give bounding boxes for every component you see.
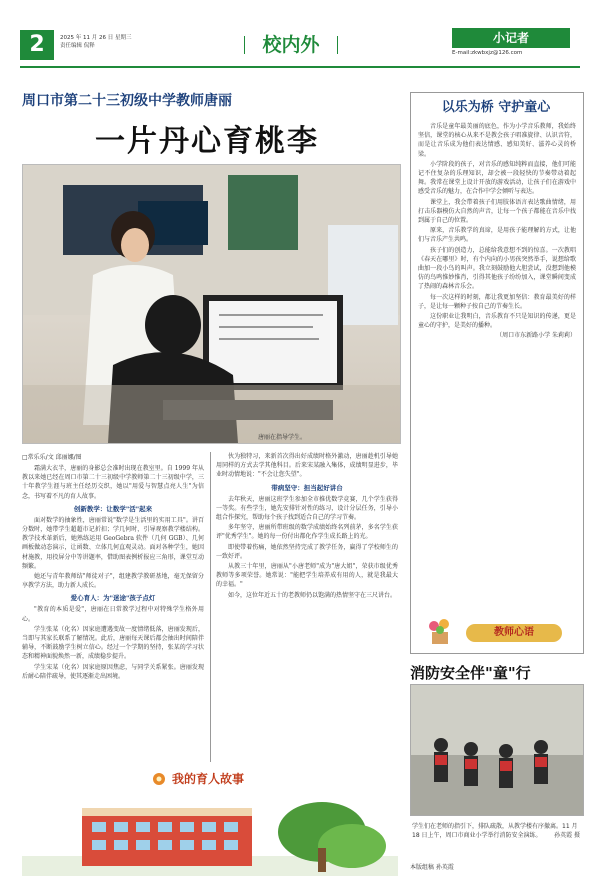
paragraph: 伙为独特习，来新首次得出好成绩时格外激动，唐丽趁机引导她用同样的方式去学其他科目。后来宋某融入集体，成绩明显进步，毕业时动情地说："不会让您失望"。 bbox=[216, 453, 398, 479]
paragraph: 学生张某（化名）因家庭遭遇变故一度情绪低落，唐丽发现后，当即与其家长联系了解情况。此后，唐丽每天课后都会抽出时间陪伴辅导，不断鼓励学生树立信心。经过一个学期的坚持，张某的学习状态和精神面貌焕然一新，成绩稳步提升。 bbox=[22, 625, 204, 661]
classroom-illustration bbox=[23, 165, 400, 443]
paragraph: 即使带着伤痛，她依然坚持完成了教学任务，赢得了学校师生的一致好评。 bbox=[216, 543, 398, 560]
teacher-voice-banner: 教师心语 bbox=[466, 624, 562, 642]
sidebar-article-title: 以乐为桥 守护童心 bbox=[441, 100, 551, 115]
school-building-illustration bbox=[22, 796, 398, 876]
article-column-2 bbox=[216, 452, 398, 762]
paragraph: 去年秋天，唐丽这班学生参加全市推优数学竞赛，几个学生获得一等奖。有些学生，她先安排针对性的练习，设计分层任务，引导小组合作探究，帮助每个孩子找到适合自己的学习节奏。 bbox=[216, 495, 398, 522]
subheading: 带病坚守：担当起好讲台 bbox=[271, 483, 343, 492]
contact-email: E-mail:zkwbxjz@126.com bbox=[452, 50, 523, 56]
fire-caption-text: 学生们在老师的指引下，排队疏散，从教学楼有序撤离。11 月 18 日上午，周口市商业小学举行消防安全演练。 bbox=[412, 823, 578, 839]
paragraph: 孩子们的创造力，总能给我意想不到的惊喜。一次教唱《春天在哪里》时，有个内向的小男孩突然举手，说想给歌曲加一段小鸟的叫声。我立刻鼓励他大胆尝试，没想到他模仿的鸟鸣惟妙惟肖，引得其他孩子纷纷加入，课堂瞬间变成了热闹的森林音乐会。 bbox=[418, 246, 576, 291]
paragraph: 学生宋某（化名）因家庭原因焦虑，与同学关系紧张。唐丽发现后耐心陪伴疏导，使其逐渐走出困境。 bbox=[22, 663, 204, 680]
paragraph: 从教三十年里，唐丽从"小唐老师"成为"唐大姐"，荣获市级优秀教师等多项荣誉。她常说："能把学生培养成有用的人，就是我最大的幸福。" bbox=[216, 563, 398, 589]
header-date-editor bbox=[60, 34, 170, 50]
paragraph: 多年坚守，唐丽所带班级的数学成绩始终名列前茅，多名学生获评"优秀学生"。她的每一份付出都化作学生成长路上的光。 bbox=[216, 524, 398, 541]
header-rule bbox=[20, 66, 580, 68]
subheading: 创新教学：让数学"活"起来 bbox=[73, 504, 153, 513]
paragraph: 面对数学的抽象性，唐丽常说"数学是生活里的实用工具"。讲百分数时，她带学生超超市记折扣；学几何时，引导观察教学楼结构。教学技术革新后，她熟练运用 GeoGebra 软件（几何 GGB）、几何画板做动态演示，让函数、立体几何直观灵动。面对各种学生，她因材施教，用投屏分中等讲题率，借助图表例析报应三角形，课堂互动频繁。 bbox=[22, 516, 204, 570]
article-headline: 一片丹心育桃李 bbox=[95, 124, 319, 159]
section-title: 校内外 bbox=[236, 30, 346, 60]
photo-credit: 孙英霞 摄 bbox=[554, 832, 580, 839]
paragraph: 原来，音乐教学的真谛，是用孩子能理解的方式，让他们与音乐产生共鸣。 bbox=[418, 227, 576, 244]
fire-drill-caption bbox=[412, 822, 580, 840]
flower-pot-icon bbox=[420, 616, 460, 646]
paragraph: 这份职业让我明白，音乐教育不只是知识的传递，更是童心的守护，是美好的播种。 bbox=[418, 313, 576, 330]
column-brand: 小记者 bbox=[452, 28, 570, 48]
page-footer: 本版组稿 孙英霞 bbox=[410, 864, 454, 871]
flower-icon bbox=[152, 772, 166, 786]
paragraph: 小学阶段的孩子，对音乐的感知纯粹而直接，他们可能记不住复杂的乐理知识，却会被一段轻快的节奏带动着起舞。我常在课堂上设计开放的游戏活动，让孩子们在游戏中感受音乐的魅力，在合作中学会倾听与表达。 bbox=[418, 160, 576, 196]
sidebar-article-body bbox=[418, 122, 576, 618]
sidebar-byline: （周口市东新路小学 朱莉莉） bbox=[496, 332, 576, 340]
fire-drill-photo bbox=[410, 684, 584, 816]
paragraph: 课堂上，我会带着孩子们用肢体语言表达歌曲情绪，用打击乐器模仿大自然的声音，让每一个孩子都能在音乐中找到属于自己的位置。 bbox=[418, 198, 576, 225]
fire-drill-illustration bbox=[411, 685, 583, 815]
paragraph: 霜满大衣半，唐丽的身影总会准时出现在教室里。自 1999 年从教以来她已经在周口市第二十三初级中学教师第二十三初级中学，三十年教学生涯与班主任经历交织，她以"用爱与智慧点亮人生"为信念，书写着不凡的育人故事。 bbox=[22, 465, 204, 500]
subheading: 爱心育人：为"迷途"孩子点灯 bbox=[70, 594, 156, 603]
photo-caption: 唐丽在指导学生。 bbox=[258, 434, 307, 441]
paragraph: 音乐是童年最美丽的底色，作为小学音乐教师，我始终坚信，课堂的核心从来不是教会孩子唱准旋律、认识音符，而是让音乐成为他们表达情感、感知美好、滋养心灵的桥梁。 bbox=[418, 123, 576, 158]
paragraph: 她还与青年教师结"师徒对子"，组建教学教研基地，毫无保留分享教学方法，助力新人成长。 bbox=[22, 573, 204, 590]
article-column-1 bbox=[22, 452, 204, 762]
article-byline: □常乐乐/文 邱丽娜/图 bbox=[22, 454, 82, 461]
teacher-photo bbox=[22, 164, 401, 444]
story-series-label: 我的育人故事 bbox=[172, 772, 245, 786]
editor-credit: 责任编辑 侃释 bbox=[60, 43, 95, 49]
column-divider bbox=[210, 452, 211, 762]
paragraph: 每一次这样的时刻，都让我更加坚信：教育最美好的样子，是让每一颗种子按自己的节奏生长。 bbox=[418, 293, 576, 310]
page-number: 2 bbox=[20, 30, 54, 60]
fire-safety-title: 消防安全伴"童"行 bbox=[410, 664, 531, 682]
story-series-title bbox=[150, 768, 342, 790]
issue-date: 2025 年 11 月 26 日 星期三 bbox=[60, 35, 132, 41]
article-kicker: 周口市第二十三初级中学教师唐丽 bbox=[22, 93, 232, 109]
paragraph: "教育的本质是爱"，唐丽在日常教学过程中对特殊学生格外用心。 bbox=[22, 606, 204, 623]
paragraph: 如今，这位年近五十的老教师仍以饱满的热情坚守在三尺讲台。 bbox=[228, 591, 397, 599]
